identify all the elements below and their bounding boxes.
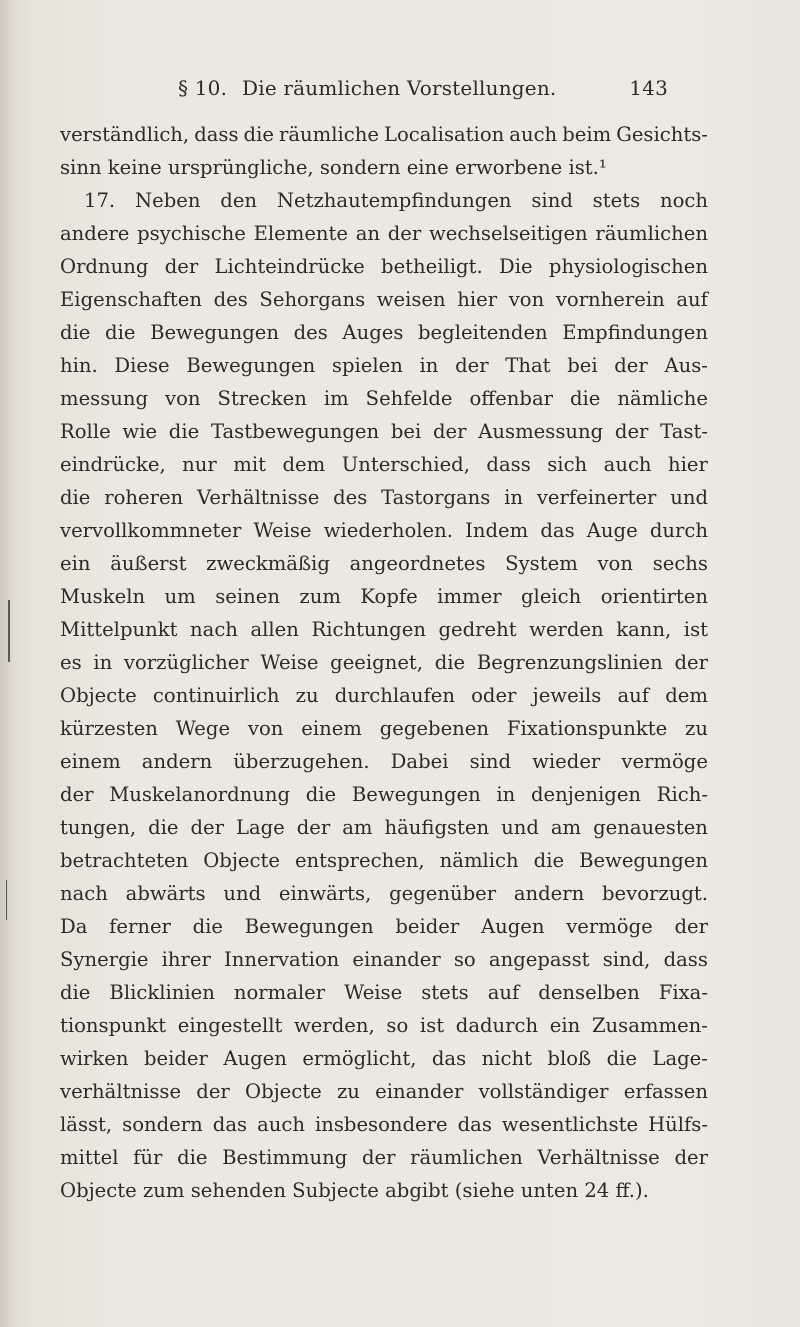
text-line: 17. Neben den Netzhautempfindungen sind stets noch bbox=[84, 189, 708, 212]
page-number: 143 bbox=[629, 76, 668, 100]
text-line: tionspunkt eingestellt werden, so ist dadurch ein Zusammen- bbox=[60, 1014, 708, 1037]
text-line: Muskeln um seinen zum Kopfe immer gleich orientirten bbox=[60, 585, 708, 608]
text-line: die die Bewegungen des Auges begleitenden Empfindungen bbox=[60, 321, 708, 344]
text-line: Eigenschaften des Sehorgans weisen hier von vornherein auf bbox=[60, 288, 708, 311]
text-line: nach abwärts und einwärts, gegenüber andern bevorzugt. bbox=[60, 882, 708, 905]
text-line: Rolle wie die Tastbewegungen bei der Ausmessung der Tast- bbox=[60, 420, 708, 443]
margin-mark bbox=[8, 600, 10, 662]
chapter-title: Die räumlichen Vorstellungen. bbox=[242, 76, 557, 100]
text-line: andere psychische Elemente an der wechselseitigen räumlichen bbox=[60, 222, 708, 245]
section-number: § 10. bbox=[178, 76, 228, 100]
text-line: ein äußerst zweckmäßig angeordnetes System von sechs bbox=[60, 552, 708, 575]
text-line: tungen, die der Lage der am häufigsten und am genauesten bbox=[60, 816, 708, 839]
text-line: messung von Strecken im Sehfelde offenbar die nämliche bbox=[60, 387, 708, 410]
text-line: mittel für die Bestimmung der räumlichen Verhältnisse der bbox=[60, 1146, 708, 1169]
text-line: Da ferner die Bewegungen beider Augen vermöge der bbox=[60, 915, 708, 938]
text-line: verhältnisse der Objecte zu einander vollständiger erfassen bbox=[60, 1080, 708, 1103]
text-line: Mittelpunkt nach allen Richtungen gedreht werden kann, ist bbox=[60, 618, 708, 641]
text-line: der Muskelanordnung die Bewegungen in denjenigen Rich- bbox=[60, 783, 708, 806]
text-line: vervollkommneter Weise wiederholen. Indem das Auge durch bbox=[60, 519, 708, 542]
running-header bbox=[178, 76, 668, 106]
text-line: lässt, sondern das auch insbesondere das wesentlichste Hülfs- bbox=[60, 1113, 708, 1136]
text-line: die Blicklinien normaler Weise stets auf denselben Fixa- bbox=[60, 981, 708, 1004]
text-line: es in vorzüglicher Weise geeignet, die Begrenzungslinien der bbox=[60, 651, 708, 674]
text-line: sinn keine ursprüngliche, sondern eine erworbene ist.¹ bbox=[60, 156, 607, 179]
text-line: eindrücke, nur mit dem Unterschied, dass sich auch hier bbox=[60, 453, 708, 476]
text-line: die roheren Verhältnisse des Tastorgans in verfeinerter und bbox=[60, 486, 708, 509]
page-gutter-shadow bbox=[0, 0, 14, 1327]
text-line: Ordnung der Lichteindrücke betheiligt. Die physiologischen bbox=[60, 255, 708, 278]
text-line: wirken beider Augen ermöglicht, das nicht bloß die Lage- bbox=[60, 1047, 708, 1070]
text-line: kürzesten Wege von einem gegebenen Fixationspunkte zu bbox=[60, 717, 708, 740]
body-text bbox=[60, 118, 708, 1207]
margin-mark bbox=[6, 880, 7, 920]
text-line: Synergie ihrer Innervation einander so angepasst sind, dass bbox=[60, 948, 708, 971]
text-line: hin. Diese Bewegungen spielen in der That bei der Aus- bbox=[60, 354, 708, 377]
text-line: Objecte continuirlich zu durchlaufen oder jeweils auf dem bbox=[60, 684, 708, 707]
text-line: betrachteten Objecte entsprechen, nämlich die Bewegungen bbox=[60, 849, 708, 872]
text-line: Objecte zum sehenden Subjecte abgibt (siehe unten 24 ff.). bbox=[60, 1179, 649, 1202]
text-line: einem andern überzugehen. Dabei sind wieder vermöge bbox=[60, 750, 708, 773]
text-line: verständlich, dass die räumliche Localisation auch beim Gesichts- bbox=[60, 123, 708, 146]
